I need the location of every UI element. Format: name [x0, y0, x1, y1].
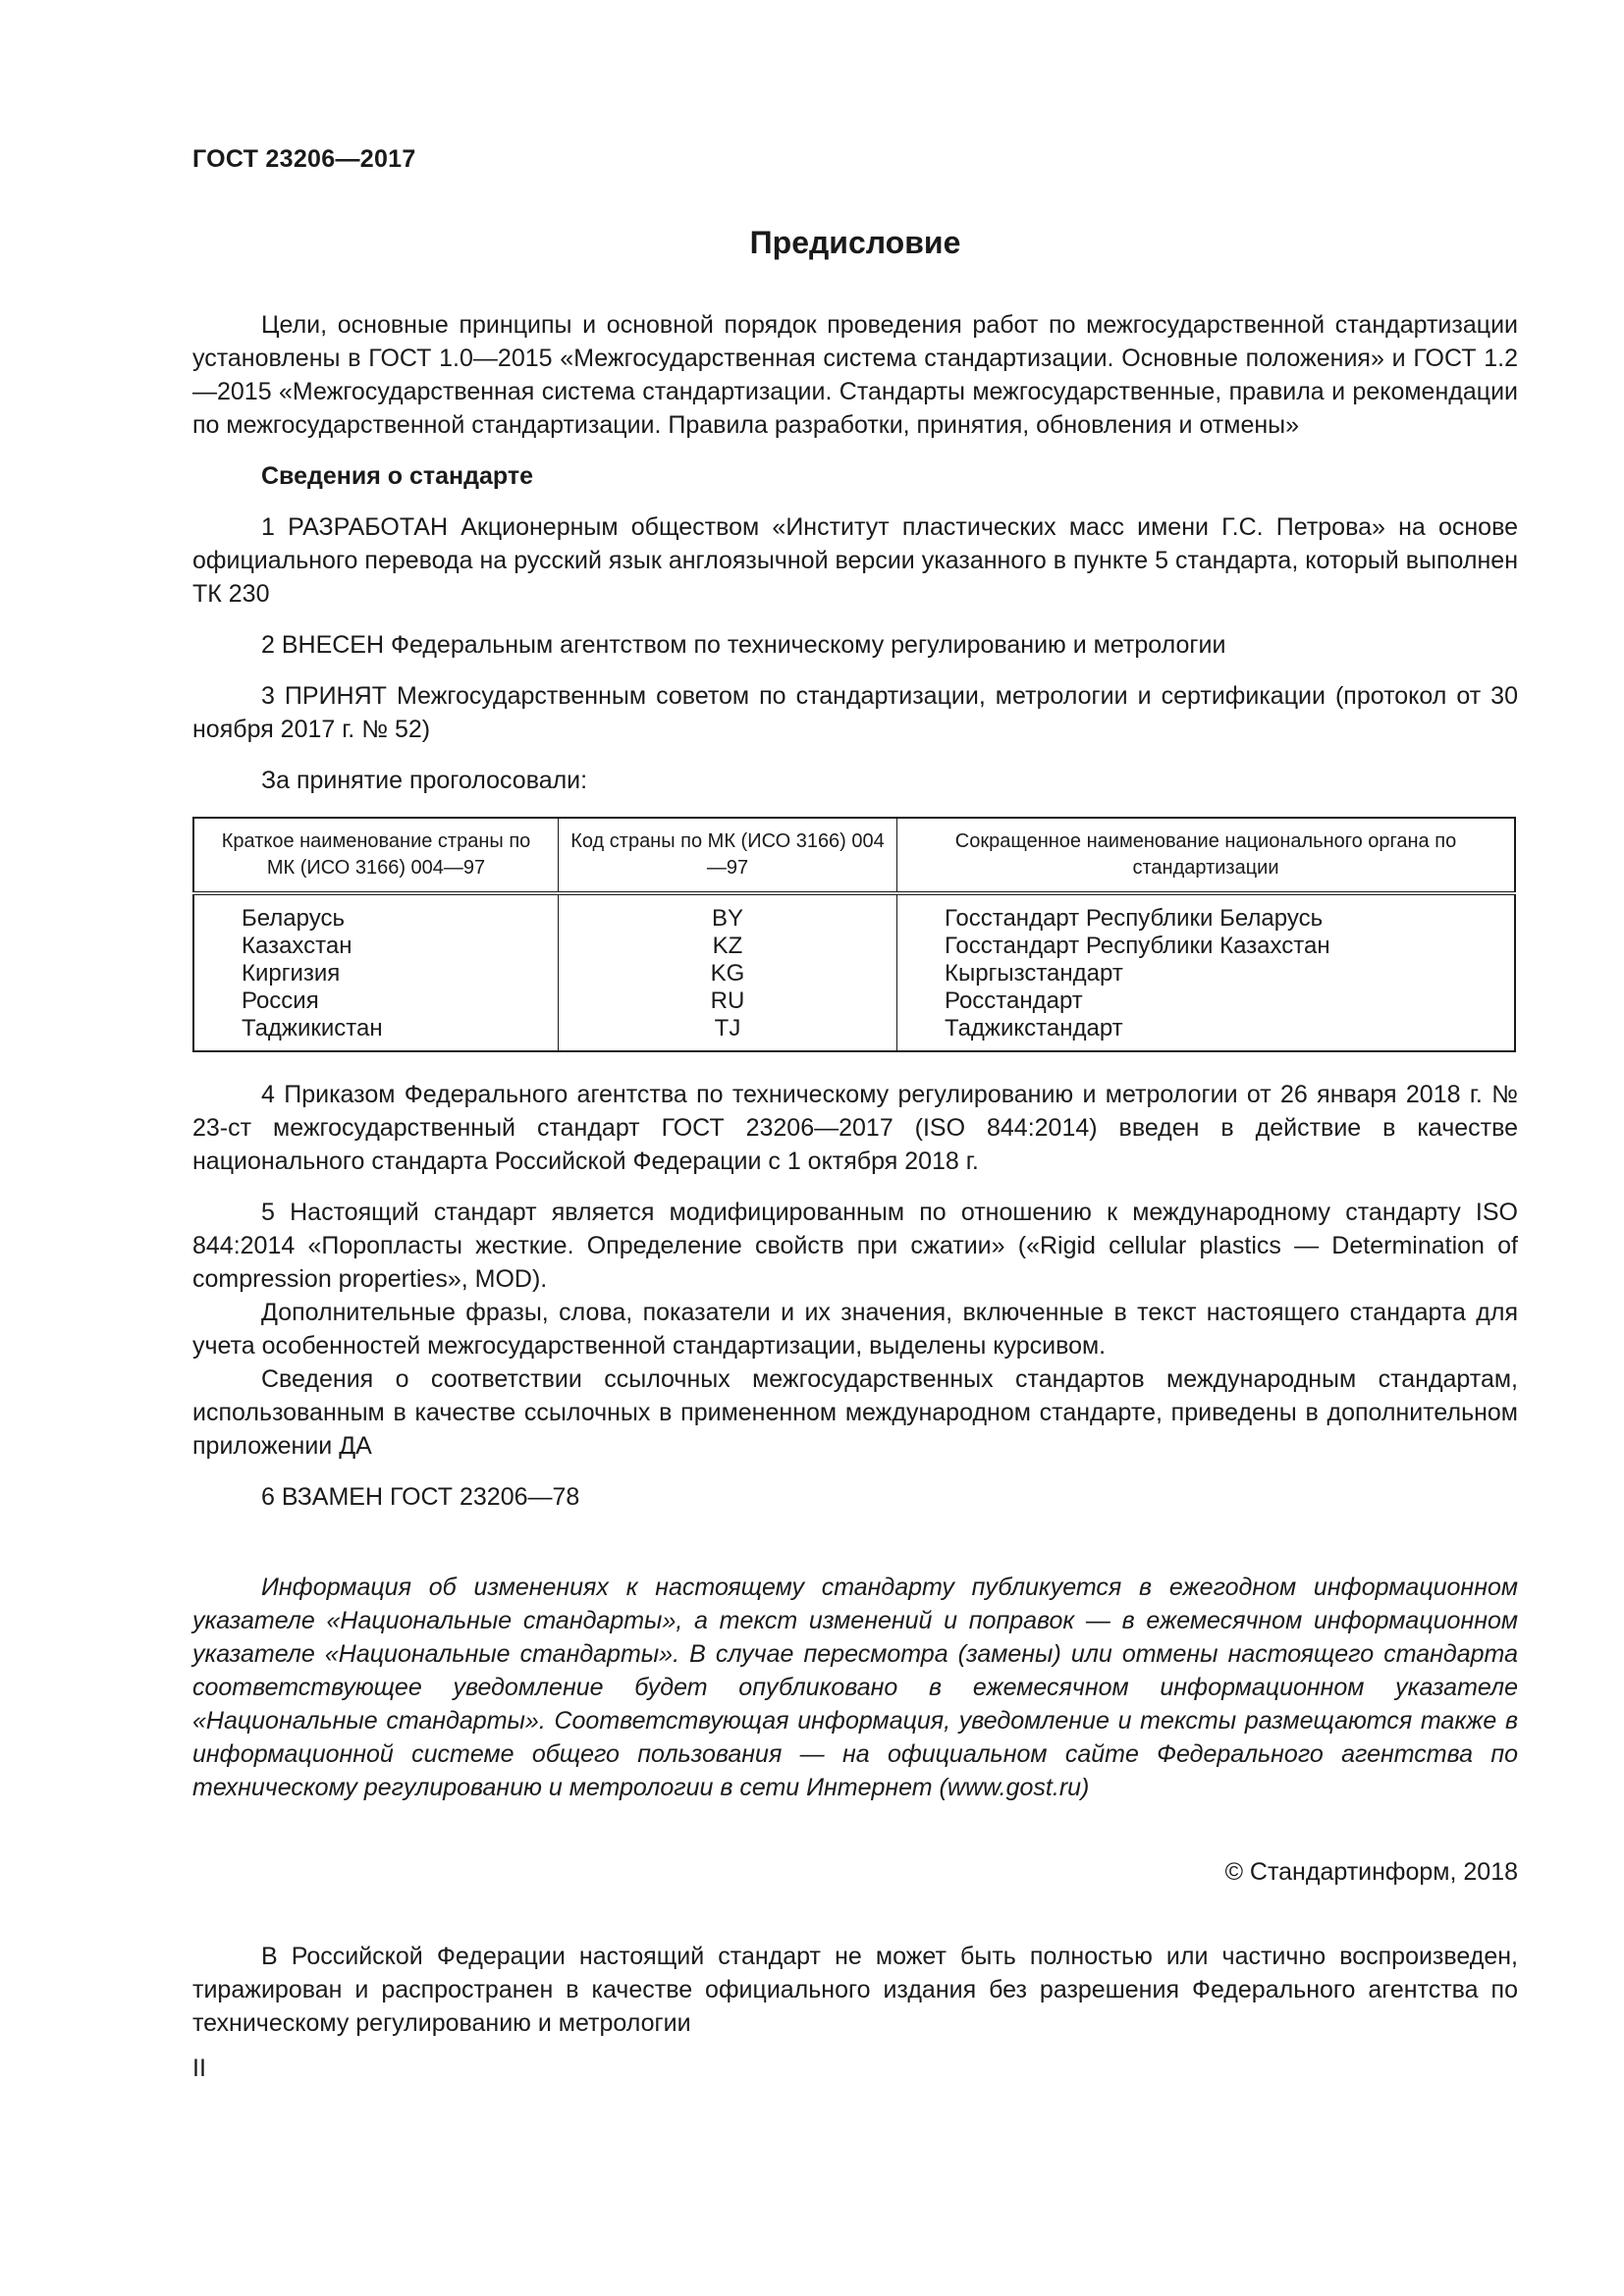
standards-body: Госстандарт Республики Беларусь: [945, 905, 1324, 932]
country-name: Таджикистан: [242, 1015, 383, 1041]
body-column: [897, 893, 1516, 1051]
standards-body: Росстандарт: [945, 988, 1083, 1014]
rights-paragraph: В Российской Федерации настоящий стандарт не может быть полностью или частично воспроизведен, тиражирован и распространен в качестве официального издания без разрешения Федерального агентства по техническому регулированию и метрологии: [192, 1943, 1518, 2037]
item-3: 3 ПРИНЯТ Межгосударственным советом по стандартизации, метрологии и сертификации (протокол от 30 ноября 2017 г. № 52): [192, 682, 1518, 743]
document-code: ГОСТ 23206—2017: [192, 145, 416, 173]
intro-paragraph: Цели, основные принципы и основной порядок проведения работ по межгосударственной стандартизации установлены в ГОСТ 1.0—2015 «Межгосударственная система стандартизации. Основные положения» и ГОСТ 1.2—2015 «Межгосударственная система стандартизации. Стандарты межгосударственные, правила и рекомендации по межгосударственной стандартизации. Правила разработки, принятия, обновления и отмены»: [192, 311, 1518, 439]
page-number: II: [192, 2055, 206, 2082]
country-name: Беларусь: [242, 905, 345, 932]
standards-body: Госстандарт Республики Казахстан: [945, 933, 1330, 959]
country-code: KG: [710, 960, 745, 987]
item-6: 6 ВЗАМЕН ГОСТ 23206—78: [261, 1483, 580, 1511]
standards-body: Кыргызстандарт: [945, 960, 1123, 987]
country-name: Киргизия: [242, 960, 341, 987]
copyright: © Стандартинформ, 2018: [1224, 1858, 1518, 1886]
country-code: KZ: [712, 933, 743, 959]
country-column: [193, 893, 559, 1051]
code-column: [559, 893, 897, 1051]
item-5: 5 Настоящий стандарт является модифицированным по отношению к международному стандарту ISO 844:2014 «Поропласты жесткие. Определение свойств при сжатии» («Rigid cellular plastics — Determination of compression properties», MOD).: [192, 1199, 1518, 1293]
countries-table: [192, 817, 1516, 1052]
notice-block: [192, 1571, 1518, 1804]
table-header-row: [193, 818, 1515, 893]
item-5-additional: Дополнительные фразы, слова, показатели и их значения, включенные в текст настоящего стандарта для учета особенностей межгосударственной стандартизации, выделены курсивом.: [192, 1299, 1518, 1360]
country-name: Казахстан: [242, 933, 352, 959]
voted-label: За принятие проголосовали:: [261, 767, 588, 794]
info-title: Сведения о стандарте: [261, 462, 534, 490]
document-page: [192, 145, 1518, 2085]
country-code: BY: [711, 905, 743, 932]
page-title: Предисловие: [749, 225, 961, 260]
table-row: [193, 893, 1515, 1051]
header-body: Сокращенное наименование национального органа по стандартизации: [897, 818, 1516, 893]
country-code: TJ: [714, 1015, 741, 1041]
item-5-references: Сведения о соответствии ссылочных межгосударственных стандартов международным стандартам, использованным в качестве ссылочных в примененном международном стандарте, приведены в дополнительном приложении ДА: [192, 1365, 1518, 1460]
country-code: RU: [710, 988, 745, 1014]
item-4: 4 Приказом Федерального агентства по техническому регулированию и метрологии от 26 января 2018 г. № 23-ст межгосударственный стандарт ГОСТ 23206—2017 (ISO 844:2014) введен в действие в качестве национального стандарта Российской Федерации с 1 октября 2018 г.: [192, 1081, 1518, 1175]
country-name: Россия: [242, 988, 319, 1014]
notice-paragraph: Информация об изменениях к настоящему стандарту публикуется в ежегодном информационном указателе «Национальные стандарты», а текст изменений и поправок — в ежемесячном информационном указателе «Национальные стандарты». В случае пересмотра (замены) или отмены настоящего стандарта соответствующее уведомление будет опубликовано в ежемесячном информационном указателе «Национальные стандарты». Соответствующая информация, уведомление и тексты размещаются также в информационной системе общего пользования — на официальном сайте Федерального агентства по техническому регулированию и метрологии в сети Интернет (www.gost.ru): [192, 1574, 1518, 1801]
header-code: Код страны по МК (ИСО 3166) 004—97: [559, 818, 897, 893]
item-2: 2 ВНЕСЕН Федеральным агентством по техническому регулированию и метрологии: [261, 631, 1226, 659]
standards-body: Таджикстандарт: [945, 1015, 1123, 1041]
header-country: Краткое наименование страны по МК (ИСО 3166) 004—97: [193, 818, 559, 893]
item-1: 1 РАЗРАБОТАН Акционерным обществом «Институт пластических масс имени Г.С. Петрова» на основе официального перевода на русский язык англоязычной версии указанного в пункте 5 стандарта, который выполнен ТК 230: [192, 513, 1518, 608]
